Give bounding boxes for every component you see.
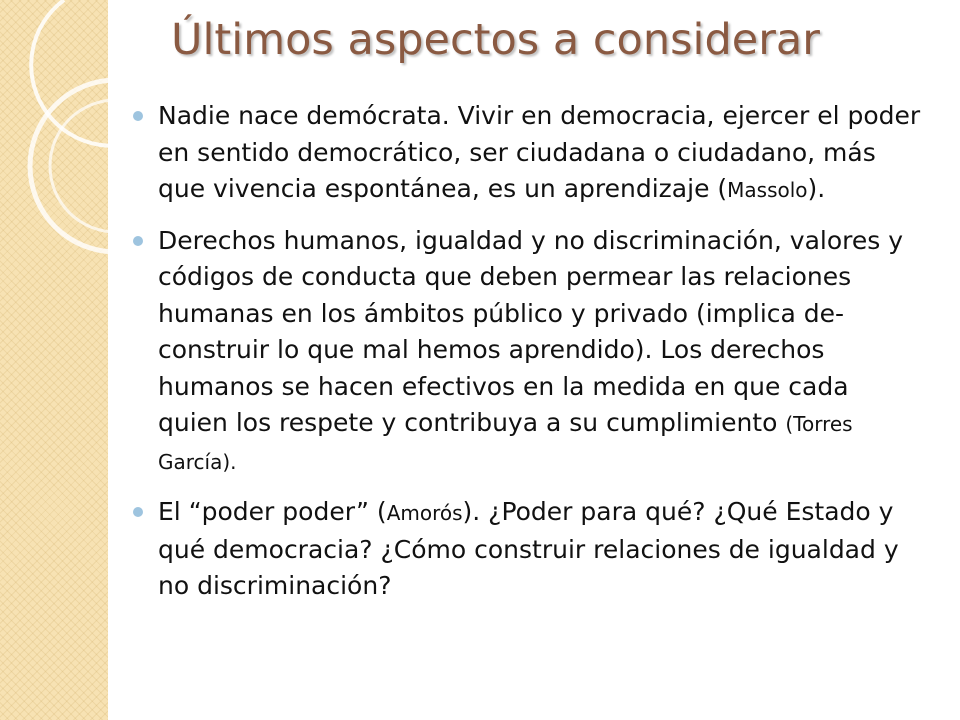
bullet-item	[133, 494, 925, 605]
citation: (Torres García).	[158, 412, 853, 474]
slide-title: Últimos aspectos a considerar	[171, 15, 820, 65]
citation: Amorós	[386, 501, 463, 525]
bullet-item	[133, 98, 925, 209]
bullet-dot-icon	[133, 236, 143, 246]
bullet-text: Nadie nace demócrata. Vivir en democracia, ejercer el poder en sentido democrático, ser ciudadana o ciudadano, más que vivencia espontánea, es un aprendizaje (	[158, 101, 921, 203]
bullet-dot-icon	[133, 111, 143, 121]
citation: Massolo	[727, 178, 808, 202]
bullet-text: El “poder poder” (	[158, 497, 387, 526]
bullet-item	[133, 223, 925, 481]
bullet-dot-icon	[133, 507, 143, 517]
bullet-text: Derechos humanos, igualdad y no discriminación, valores y códigos de conducta que deben permear las relaciones humanas en los ámbitos público y privado (implica de-construir lo que mal hemos aprendido). Los derechos humanos se hacen efectivos en la medida en que cada quien los respete y contribuya a su cumplimiento	[158, 225, 904, 437]
bullet-text-end: ).	[807, 174, 826, 203]
bullet-list	[133, 98, 925, 619]
bullet-text-end: ). ¿Poder para qué? ¿Qué Estado y qué democracia? ¿Cómo construir relaciones de igualdad y no discriminación?	[158, 497, 899, 600]
